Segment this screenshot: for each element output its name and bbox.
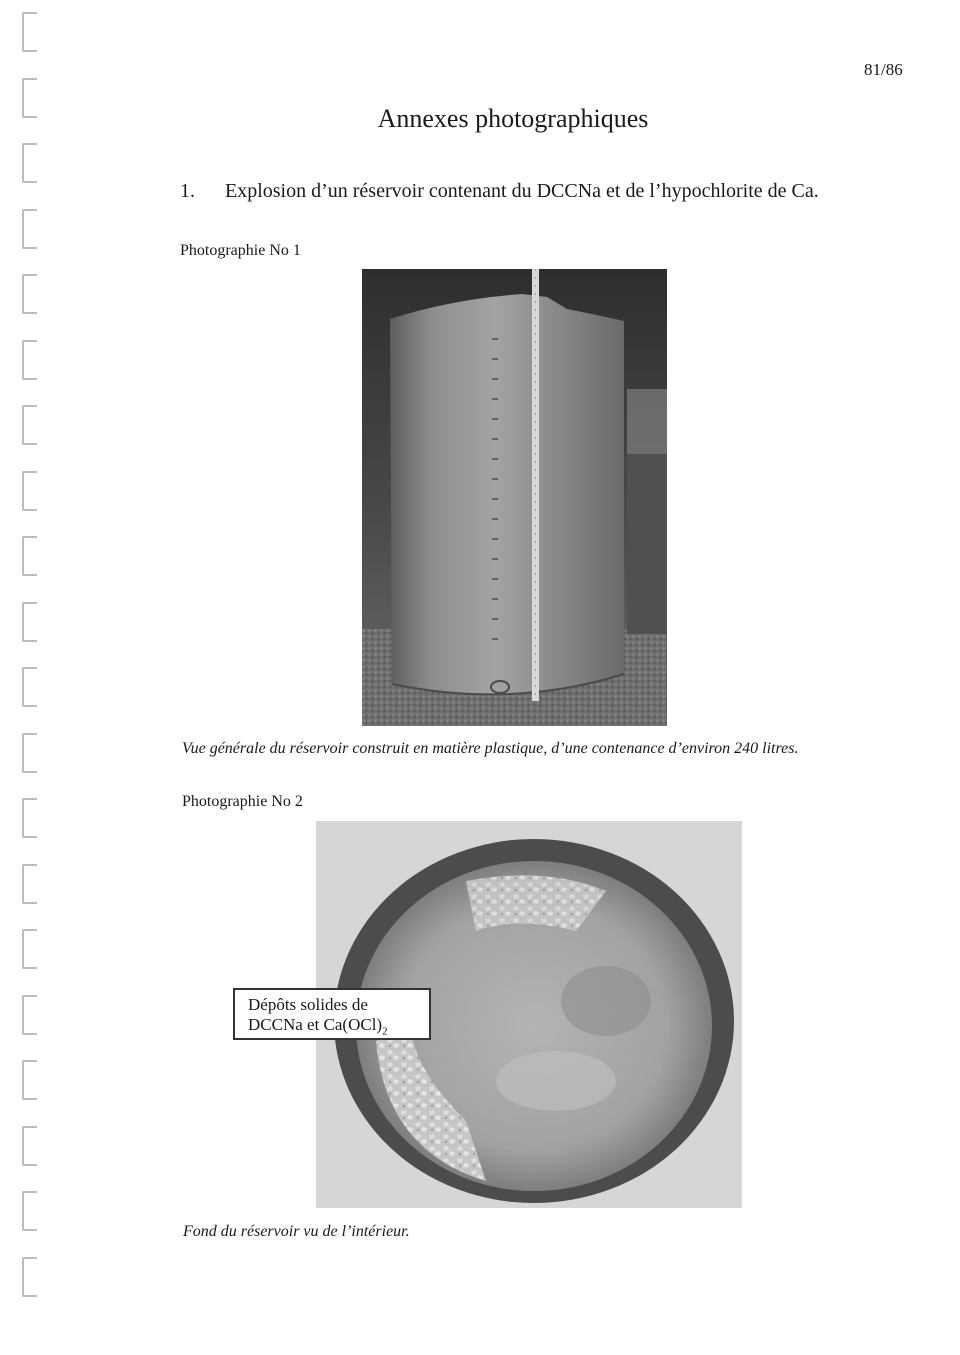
binding-ring xyxy=(22,733,37,773)
page-title: Annexes photographiques xyxy=(377,104,649,133)
binding-ring xyxy=(22,340,37,380)
binding-ring xyxy=(22,274,37,314)
binding-ring xyxy=(22,1060,37,1100)
binding-ring xyxy=(22,471,37,511)
binding-ring xyxy=(22,995,37,1035)
binding-ring xyxy=(22,536,37,576)
binding-ring xyxy=(22,667,37,707)
callout-line-2: DCCNa et $Ca(OCl)_2$ xyxy=(248,1015,388,1038)
section-number: 1. xyxy=(180,180,195,202)
photo-2-label: Photographie No 2 xyxy=(182,793,303,810)
photo-1-caption: Vue générale du réservoir construit en matière plastique, d’une contenance d’environ 240 litres. xyxy=(182,740,799,757)
binding-ring xyxy=(22,209,37,249)
binding-ring xyxy=(22,143,37,183)
binding-ring xyxy=(22,798,37,838)
spiral-binding xyxy=(22,0,46,1355)
deposit-callout xyxy=(233,988,431,1040)
section-text: Explosion d’un réservoir contenant du DCCNa et de l’hypochlorite de Ca. xyxy=(225,180,819,202)
binding-ring xyxy=(22,1126,37,1166)
photo-1-tank-image xyxy=(362,269,667,726)
callout-subscript: 2 xyxy=(382,1025,388,1038)
photo-2-caption: Fond du réservoir vu de l’intérieur. xyxy=(183,1223,410,1240)
binding-ring xyxy=(22,864,37,904)
binding-ring xyxy=(22,1191,37,1231)
photo-1-label: Photographie No 1 xyxy=(180,242,301,259)
binding-ring xyxy=(22,929,37,969)
page-number: 81/86 xyxy=(864,60,903,79)
callout-line-1: Dépôts solides de xyxy=(248,995,368,1014)
binding-ring xyxy=(22,602,37,642)
binding-ring xyxy=(22,12,37,52)
binding-ring xyxy=(22,405,37,445)
binding-ring xyxy=(22,1257,37,1297)
